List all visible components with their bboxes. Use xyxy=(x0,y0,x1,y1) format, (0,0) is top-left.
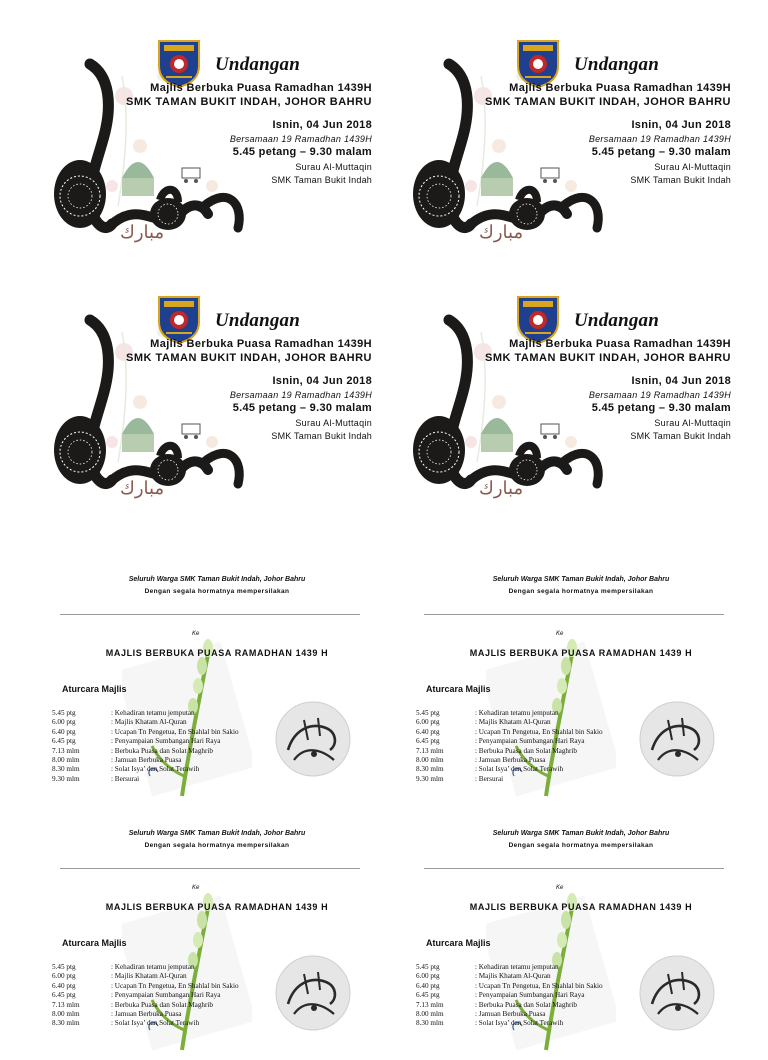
school-name: SMK TAMAN BUKIT INDAH, JOHOR BAHRU xyxy=(485,96,731,108)
schedule-time: 7.13 mlm xyxy=(416,746,444,755)
addressee: Seluruh Warga SMK Taman Bukit Indah, Johor Bahru xyxy=(492,576,670,583)
name-line xyxy=(424,614,724,615)
schedule-activity: : Kehadiran tetamu jemputan xyxy=(475,709,559,717)
venue: Surau Al-Muttaqin xyxy=(295,162,372,172)
event-date: Isnin, 04 Jun 2018 xyxy=(631,375,731,387)
schedule-activity: : Penyampaian Sumbangan Hari Raya xyxy=(111,991,221,1000)
schedule-activity: : Penyampaian Sumbangan Hari Raya xyxy=(475,737,585,746)
schedule-activity: : Solat Isya’ dan Solat Terawih xyxy=(475,765,564,774)
invitation-card-1 xyxy=(52,36,372,276)
invitation-heading: Undangan xyxy=(215,310,301,331)
calligraphy-medallion-icon xyxy=(274,954,352,1032)
school-crest-icon xyxy=(515,38,561,88)
program-title: MAJLIS BERBUKA PUASA RAMADHAN 1439 H xyxy=(105,648,329,658)
schedule-time: 6.40 ptg xyxy=(52,981,76,990)
schedule-activity: : Ucapan Tn Pengetua, En Shahlal bin Sakio xyxy=(475,727,603,736)
schedule-activity: : Berbuka Puasa dan Solat Maghrib xyxy=(111,746,214,755)
hijri-date: Bersamaan 19 Ramadhan 1439H xyxy=(588,134,731,144)
schedule-time: 6.40 ptg xyxy=(52,727,76,736)
schedule-activity: : Jamuan Berbuka Puasa xyxy=(475,1009,546,1018)
schedule-activity: : Kehadiran tetamu jemputan xyxy=(111,709,195,717)
to-label: Ke xyxy=(556,885,564,891)
schedule-activity: : Penyampaian Sumbangan Hari Raya xyxy=(111,737,221,746)
schedule-time: 6.40 ptg xyxy=(416,981,440,990)
agenda-heading: Aturcara Majlis xyxy=(62,938,127,948)
schedule-time: 6.40 ptg xyxy=(416,727,440,736)
schedule-time: 6.45 ptg xyxy=(416,991,440,1000)
schedule-activity: : Jamuan Berbuka Puasa xyxy=(475,755,546,764)
schedule-activity: : Kehadiran tetamu jemputan xyxy=(111,963,195,971)
event-name: Majlis Berbuka Puasa Ramadhan 1439H xyxy=(150,82,372,94)
venue-school: SMK Taman Bukit Indah xyxy=(630,175,731,185)
schedule-activity: : Solat Isya’ dan Solat Terawih xyxy=(111,1019,200,1028)
event-time: 5.45 petang – 9.30 malam xyxy=(232,146,372,158)
schedule-time: 7.13 mlm xyxy=(52,1000,80,1009)
schedule-time: 5.45 ptg xyxy=(416,963,440,971)
schedule-time: 6.00 ptg xyxy=(52,718,76,727)
schedule-activity: : Ucapan Tn Pengetua, En Shahlal bin Sakio xyxy=(111,727,239,736)
school-crest-icon xyxy=(515,294,561,344)
calligraphy-medallion-icon xyxy=(274,700,352,778)
arabic-greeting: مبارك xyxy=(120,478,165,498)
schedule-time: 6.00 ptg xyxy=(52,972,76,981)
event-date: Isnin, 04 Jun 2018 xyxy=(272,119,372,131)
schedule-time: 5.45 ptg xyxy=(52,709,76,717)
event-time: 5.45 petang – 9.30 malam xyxy=(591,402,731,414)
calligraphy-medallion-icon xyxy=(638,700,716,778)
schedule-time: 8.30 mlm xyxy=(416,765,444,774)
event-date: Isnin, 04 Jun 2018 xyxy=(631,119,731,131)
invitation-card-4 xyxy=(411,292,731,532)
to-label: Ke xyxy=(556,631,564,637)
venue: Surau Al-Muttaqin xyxy=(654,418,731,428)
arabic-greeting: مبارك xyxy=(479,478,524,498)
schedule-time: 8.30 mlm xyxy=(416,1019,444,1028)
invitation-heading: Undangan xyxy=(574,310,660,331)
program-card-3 xyxy=(52,830,382,1060)
to-label: Ke xyxy=(192,885,200,891)
event-time: 5.45 petang – 9.30 malam xyxy=(591,146,731,158)
schedule-activity: : Majlis Khatam Al-Quran xyxy=(475,718,551,727)
addressee: Seluruh Warga SMK Taman Bukit Indah, Johor Bahru xyxy=(128,830,306,837)
school-name: SMK TAMAN BUKIT INDAH, JOHOR BAHRU xyxy=(485,352,731,364)
schedule-time: 8.30 mlm xyxy=(52,765,80,774)
arabic-greeting: مبارك xyxy=(479,222,524,242)
event-time: 5.45 petang – 9.30 malam xyxy=(232,402,372,414)
agenda-heading: Aturcara Majlis xyxy=(62,684,127,694)
schedule-time: 9.30 mlm xyxy=(52,774,80,783)
schedule-time: 9.30 mlm xyxy=(416,774,444,783)
schedule-time: 8.00 mlm xyxy=(416,1009,444,1018)
schedule-time: 6.00 ptg xyxy=(416,972,440,981)
request-text: Dengan segala hormatnya mempersilakan xyxy=(508,842,654,849)
agenda-heading: Aturcara Majlis xyxy=(426,684,491,694)
schedule-time: 5.45 ptg xyxy=(52,963,76,971)
schedule-activity: : Jamuan Berbuka Puasa xyxy=(111,755,182,764)
request-text: Dengan segala hormatnya mempersilakan xyxy=(144,588,290,595)
venue-school: SMK Taman Bukit Indah xyxy=(630,431,731,441)
addressee: Seluruh Warga SMK Taman Bukit Indah, Johor Bahru xyxy=(128,576,306,583)
venue: Surau Al-Muttaqin xyxy=(654,162,731,172)
schedule-activity: : Bersurai xyxy=(111,774,140,783)
schedule-time: 7.13 mlm xyxy=(416,1000,444,1009)
venue: Surau Al-Muttaqin xyxy=(295,418,372,428)
schedule-activity: : Penyampaian Sumbangan Hari Raya xyxy=(475,991,585,1000)
program-card-2 xyxy=(416,576,746,806)
arabic-greeting: مبارك xyxy=(120,222,165,242)
program-card-4 xyxy=(416,830,746,1060)
event-date: Isnin, 04 Jun 2018 xyxy=(272,375,372,387)
schedule-activity: : Majlis Khatam Al-Quran xyxy=(111,718,187,727)
schedule-time: 6.45 ptg xyxy=(416,737,440,746)
schedule-activity: : Bersurai xyxy=(475,774,504,783)
schedule-time: 8.00 mlm xyxy=(52,755,80,764)
event-name: Majlis Berbuka Puasa Ramadhan 1439H xyxy=(509,338,731,350)
program-title: MAJLIS BERBUKA PUASA RAMADHAN 1439 H xyxy=(469,902,693,912)
hijri-date: Bersamaan 19 Ramadhan 1439H xyxy=(229,134,372,144)
event-name: Majlis Berbuka Puasa Ramadhan 1439H xyxy=(150,338,372,350)
school-crest-icon xyxy=(156,38,202,88)
request-text: Dengan segala hormatnya mempersilakan xyxy=(144,842,290,849)
schedule-activity: : Majlis Khatam Al-Quran xyxy=(475,972,551,981)
schedule-time: 6.45 ptg xyxy=(52,737,76,746)
venue-school: SMK Taman Bukit Indah xyxy=(271,431,372,441)
name-line xyxy=(424,868,724,869)
program-title: MAJLIS BERBUKA PUASA RAMADHAN 1439 H xyxy=(469,648,693,658)
hijri-date: Bersamaan 19 Ramadhan 1439H xyxy=(588,390,731,400)
name-line xyxy=(60,614,360,615)
venue-school: SMK Taman Bukit Indah xyxy=(271,175,372,185)
schedule-activity: : Solat Isya’ dan Solat Terawih xyxy=(475,1019,564,1028)
invitation-card-2 xyxy=(411,36,731,276)
schedule-activity: : Berbuka Puasa dan Solat Maghrib xyxy=(475,1000,578,1009)
addressee: Seluruh Warga SMK Taman Bukit Indah, Johor Bahru xyxy=(492,830,670,837)
schedule-time: 8.30 mlm xyxy=(52,1019,80,1028)
schedule-time: 5.45 ptg xyxy=(416,709,440,717)
schedule-activity: : Kehadiran tetamu jemputan xyxy=(475,963,559,971)
invitation-heading: Undangan xyxy=(574,54,660,75)
calligraphy-medallion-icon xyxy=(638,954,716,1032)
program-card-1 xyxy=(52,576,382,806)
agenda-heading: Aturcara Majlis xyxy=(426,938,491,948)
invitation-card-3 xyxy=(52,292,372,532)
schedule-activity: : Ucapan Tn Pengetua, En Shahlal bin Sakio xyxy=(111,981,239,990)
request-text: Dengan segala hormatnya mempersilakan xyxy=(508,588,654,595)
school-crest-icon xyxy=(156,294,202,344)
schedule-time: 7.13 mlm xyxy=(52,746,80,755)
schedule-activity: : Jamuan Berbuka Puasa xyxy=(111,1009,182,1018)
schedule-time: 6.45 ptg xyxy=(52,991,76,1000)
to-label: Ke xyxy=(192,631,200,637)
hijri-date: Bersamaan 19 Ramadhan 1439H xyxy=(229,390,372,400)
event-name: Majlis Berbuka Puasa Ramadhan 1439H xyxy=(509,82,731,94)
schedule-activity: : Solat Isya’ dan Solat Terawih xyxy=(111,765,200,774)
schedule-time: 8.00 mlm xyxy=(416,755,444,764)
schedule-time: 6.00 ptg xyxy=(416,718,440,727)
schedule-time: 8.00 mlm xyxy=(52,1009,80,1018)
schedule-activity: : Berbuka Puasa dan Solat Maghrib xyxy=(475,746,578,755)
school-name: SMK TAMAN BUKIT INDAH, JOHOR BAHRU xyxy=(126,352,372,364)
schedule-activity: : Ucapan Tn Pengetua, En Shahlal bin Sakio xyxy=(475,981,603,990)
invitation-heading: Undangan xyxy=(215,54,301,75)
schedule-activity: : Berbuka Puasa dan Solat Maghrib xyxy=(111,1000,214,1009)
name-line xyxy=(60,868,360,869)
school-name: SMK TAMAN BUKIT INDAH, JOHOR BAHRU xyxy=(126,96,372,108)
program-title: MAJLIS BERBUKA PUASA RAMADHAN 1439 H xyxy=(105,902,329,912)
schedule-activity: : Majlis Khatam Al-Quran xyxy=(111,972,187,981)
